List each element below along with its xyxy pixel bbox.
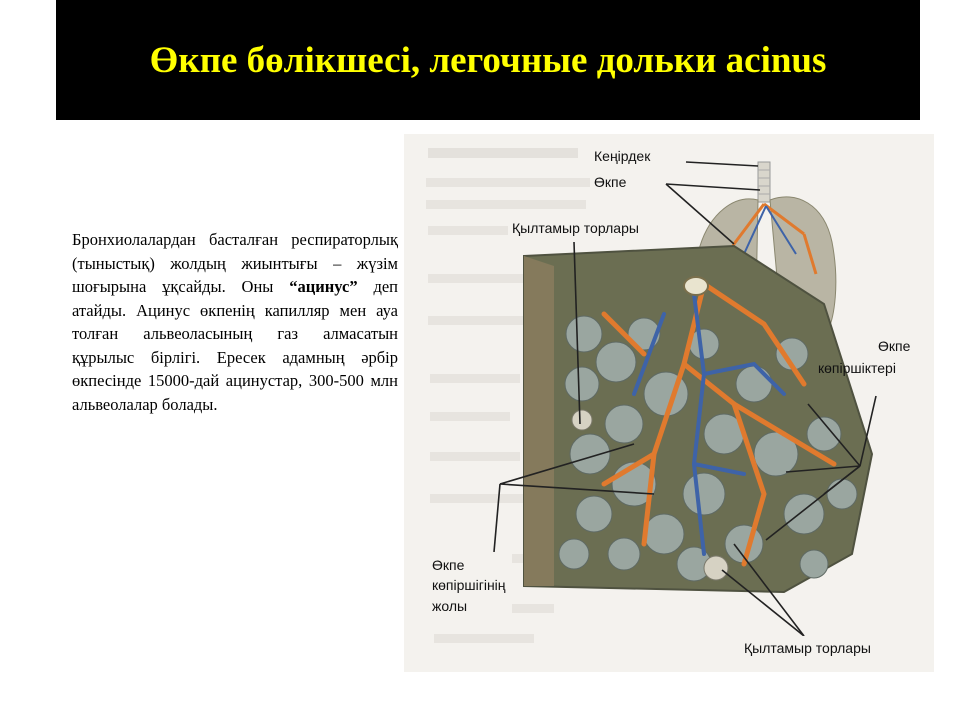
label-lung: Өкпе — [594, 174, 627, 190]
acinus-term: “ацинус” — [289, 277, 358, 296]
label-duct-3: жолы — [432, 598, 468, 614]
acinus-diagram — [404, 134, 934, 672]
label-trachea: Кеңірдек — [594, 148, 651, 164]
paragraph-part1: Бронхиолалардан басталған респираторлық (тыныстық) жолдың жиынтығы – жүзім шоғырына ұқсайды. Оны — [72, 230, 398, 296]
label-duct-2: көпіршігінің — [432, 577, 506, 593]
label-alveoli-1: Өкпе — [878, 338, 911, 354]
label-alveoli-2: көпіршіктері — [818, 360, 896, 376]
label-capillary-bottom: Қылтамыр торлары — [744, 640, 871, 656]
paragraph-part2: деп атайды. Ацинус өкпенің капилляр мен ауа толған альвеоласының газ алмасатын құрылыс бірлігі. Ересек адамның әрбір өкпесінде 15000-дай ацинустар, 300-500 млн альвеолалар болады. — [72, 277, 398, 414]
label-capillary-top: Қылтамыр торлары — [512, 220, 639, 236]
slide-title: Өкпе бөлікшесі, легочные дольки acinus — [149, 39, 827, 81]
body-paragraph — [72, 228, 398, 416]
title-bar — [56, 0, 920, 120]
acinus-illustration — [404, 134, 934, 672]
label-duct-1: Өкпе — [432, 557, 465, 573]
